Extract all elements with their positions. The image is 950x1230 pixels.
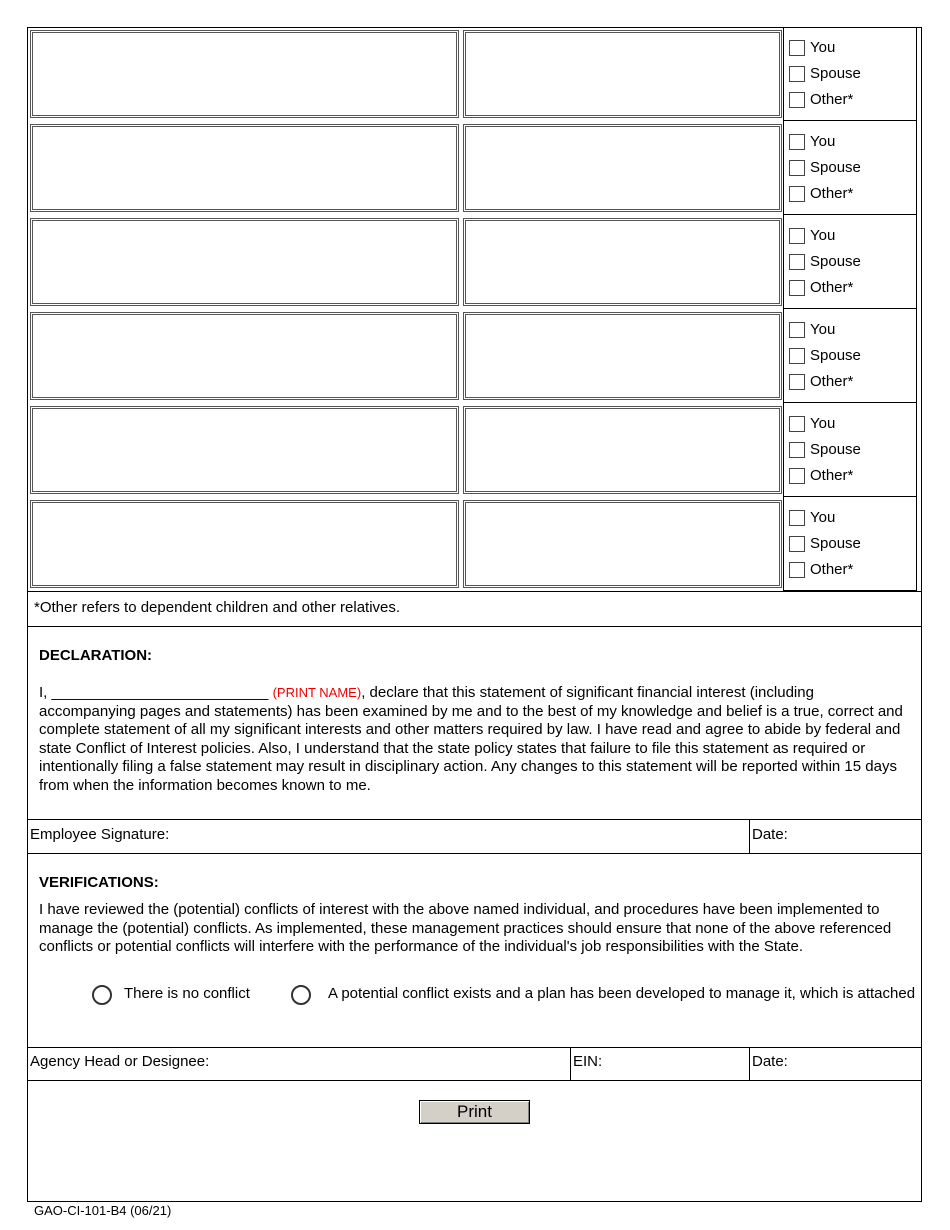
declaration-heading: DECLARATION: (39, 647, 153, 664)
divider (749, 819, 750, 853)
divider (27, 819, 922, 820)
footnote: *Other refers to dependent children and other relatives. (34, 599, 401, 616)
divider (27, 1080, 922, 1081)
checkbox-label: Spouse (810, 159, 861, 176)
checkbox-box[interactable] (789, 536, 805, 552)
checkbox-box[interactable] (789, 228, 805, 244)
checkbox-box[interactable] (789, 468, 805, 484)
checkbox-label: You (810, 227, 836, 244)
checkbox-label: Other* (810, 467, 854, 484)
checkbox-label: You (810, 133, 836, 150)
divider (27, 853, 922, 854)
form-id: GAO-CI-101-B4 (06/21) (34, 1203, 172, 1218)
checkbox-box[interactable] (789, 416, 805, 432)
no-conflict-radio[interactable] (92, 985, 112, 1005)
checkbox-box[interactable] (789, 134, 805, 150)
print-button[interactable]: Print (419, 1100, 530, 1124)
checkbox-label: Spouse (810, 535, 861, 552)
checkbox-box[interactable] (789, 348, 805, 364)
declaration-body: , declare that this statement of significant financial interest (including accompanying pages and statements) has been examined by me and to the best of my knowledge and belief is a true, correct and complete statement of all my significant interests and other matters required by law. I have read and agree to abide by federal and state Conflict of Interest policies. Also, I understand that the state policy states that failure to file this statement as required or intentionally filing a false statement may result in disciplinary action. Any changes to this statement will be reported within 15 days from when the information becomes known to me. (39, 684, 903, 794)
checkbox-label: Spouse (810, 65, 861, 82)
owner-checkbox-group (783, 403, 916, 497)
employee-signature-label: Employee Signature: (30, 826, 170, 843)
print-name-blank: I, __________________________ (39, 684, 273, 701)
checkbox-label: Other* (810, 373, 854, 390)
checkbox-label: Spouse (810, 253, 861, 270)
no-conflict-label: There is no conflict (124, 985, 250, 1002)
checkbox-box[interactable] (789, 442, 805, 458)
entity-field[interactable] (463, 406, 782, 494)
checkbox-label: You (810, 415, 836, 432)
table-row (27, 27, 922, 121)
entity-field[interactable] (463, 30, 782, 118)
signature-date-label: Date: (752, 826, 788, 843)
checkbox-label: Other* (810, 279, 854, 296)
checkbox-box[interactable] (789, 254, 805, 270)
checkbox-label: Other* (810, 561, 854, 578)
agency-head-label: Agency Head or Designee: (30, 1053, 210, 1070)
owner-checkbox-group (783, 27, 916, 121)
description-field[interactable] (30, 500, 459, 588)
owner-checkbox-group (783, 497, 916, 591)
divider (749, 1047, 750, 1080)
owner-checkbox-group (783, 309, 916, 403)
table-row (27, 215, 922, 309)
description-field[interactable] (30, 218, 459, 306)
print-name-label: (PRINT NAME) (272, 685, 362, 700)
checkbox-box[interactable] (789, 374, 805, 390)
table-row (27, 497, 922, 591)
verifications-text: I have reviewed the (potential) conflicts of interest with the above named individual, and procedures have been implemented to manage the (potential) conflicts. As implemented, these management practices should ensure that none of the above referenced conflicts or potential conflicts will interfere with the performance of the individual's job responsibilities with the State. (39, 901, 892, 956)
verifications-heading: VERIFICATIONS: (39, 874, 159, 891)
checkbox-box[interactable] (789, 186, 805, 202)
checkbox-label: Other* (810, 91, 854, 108)
agency-date-label: Date: (752, 1053, 788, 1070)
declaration-text (39, 684, 911, 796)
checkbox-box[interactable] (789, 322, 805, 338)
checkbox-label: You (810, 39, 836, 56)
owner-checkbox-group (783, 215, 916, 309)
checkbox-box[interactable] (789, 40, 805, 56)
entity-field[interactable] (463, 124, 782, 212)
divider (27, 626, 922, 627)
table-row (27, 403, 922, 497)
checkbox-label: You (810, 509, 836, 526)
description-field[interactable] (30, 406, 459, 494)
table-right-border (916, 27, 917, 591)
description-field[interactable] (30, 312, 459, 400)
checkbox-box[interactable] (789, 280, 805, 296)
entity-field[interactable] (463, 312, 782, 400)
conflict-plan-label: A potential conflict exists and a plan has been developed to manage it, which is attached (328, 985, 916, 1002)
divider (27, 1047, 922, 1048)
entity-field[interactable] (463, 500, 782, 588)
checkbox-box[interactable] (789, 92, 805, 108)
checkbox-label: Spouse (810, 347, 861, 364)
description-field[interactable] (30, 124, 459, 212)
entity-field[interactable] (463, 218, 782, 306)
owner-checkbox-group (783, 121, 916, 215)
divider (27, 591, 922, 592)
table-row (27, 121, 922, 215)
checkbox-box[interactable] (789, 66, 805, 82)
checkbox-box[interactable] (789, 562, 805, 578)
checkbox-label: Other* (810, 185, 854, 202)
description-field[interactable] (30, 30, 459, 118)
checkbox-label: You (810, 321, 836, 338)
table-row (27, 309, 922, 403)
divider (570, 1047, 571, 1080)
ein-label: EIN: (573, 1053, 603, 1070)
checkbox-box[interactable] (789, 510, 805, 526)
conflict-plan-radio[interactable] (291, 985, 311, 1005)
checkbox-box[interactable] (789, 160, 805, 176)
checkbox-label: Spouse (810, 441, 861, 458)
